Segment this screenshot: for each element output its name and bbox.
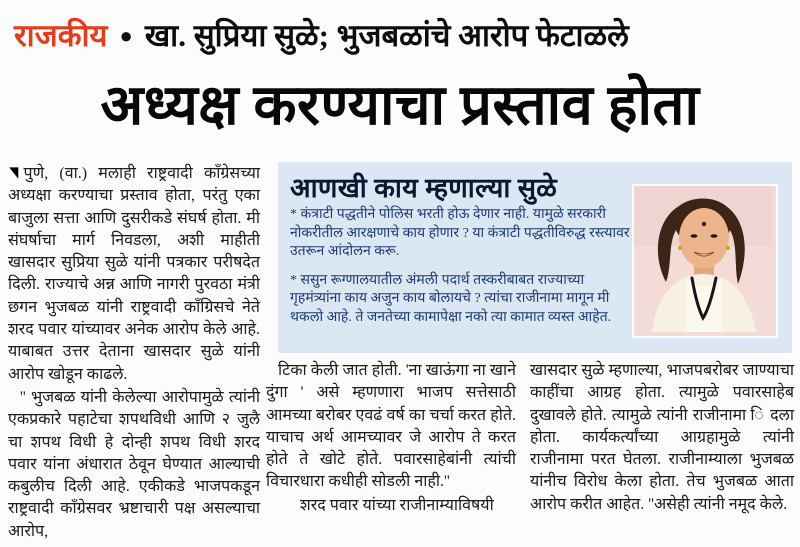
highlight-box-item: * कंत्राटी पद्धतीने पोलिस भरती होऊ देणार नाही. यामुळे सरकारी नोकरीतील आरक्षणाचे काय होणार ? या कंत्राटी पद्धतीविरुद्ध रस्त्यावर उतरून आंदोलन करू. bbox=[290, 207, 630, 259]
highlight-box-item: * ससुन रूग्णालयातील अंमली पदार्थ तस्करीबाबत राज्याच्या गृहमंत्र्यांना काय अजुन काय बोलायचे ? त्यांचा राजीनामा मागून मी थकलो आहे. ते जनतेच्या कामापेक्षा नको त्या कामात व्यस्त आहेत. bbox=[290, 272, 612, 325]
section-label: राजकीय bbox=[14, 17, 108, 53]
article-paragraph: शरद पवार यांच्या राजीनाम्याविषयी bbox=[300, 496, 494, 514]
article-paragraph: टिका केली जात होती. 'ना खाऊंगा ना खाने दुंगा ' असे म्हणणारा भाजप सत्तेसाठी आमच्या बरोबर एवढं वर्ष का चर्चा करत होते. याचाच अर्थ आमच्यावर जे आरोप ते करत होते ते खोटे होते. पवारसाहेबांनी त्यांची विचारधारा कधीही सोडली नाही.'' bbox=[266, 362, 516, 491]
article-paragraph: '' भुजबळ यांनी केलेल्या आरोपामुळे त्यांनी एकप्रकारे पहाटेचा शपथविधी आणि २ जुलै चा शपथ विधी हे दोन्ही शपथ विधी शरद पवार यांना अंधारात ठेवून घेण्यात आल्याची कबुलीच दिली आहे. एकीकडे भाजपकडून राष्ट्रवादी काँग्रेसवर भ्रष्टाचारी पक्ष असल्याचा आरोप, bbox=[8, 388, 260, 540]
highlight-box-title: आणखी काय म्हणाल्या सुळे bbox=[290, 173, 558, 203]
article-paragraph-text: पुणे, (वा.) मलाही राष्ट्रवादी काँग्रेसच्या अध्यक्षा करण्याचा प्रस्ताव होता, परंतु एका बाजुला सत्ता आणि दुसरीकडे संघर्ष होता. मी संघर्षाचा मार्ग निवडला, अशी माहीती खासदार सुप्रिया सुळे यांनी पत्रकार परीषदेत दिली. राज्याचे अन्न आणि नागरी पुरवठा मंत्री छगन भुजबळ यांनी राष्ट्रवादी काँग्रिसचे नेते शरद पवार यांच्यावर अनेक आरोप केले आहे. याबाबत उत्तर देताना खासदार सुळे यांनी आरोप खोडून काढले. bbox=[8, 165, 260, 383]
lead-pointer-icon: ◥ bbox=[9, 165, 19, 181]
bullet-icon: ● bbox=[119, 23, 133, 48]
article-right-column bbox=[530, 360, 794, 544]
portrait-illustration bbox=[634, 186, 772, 332]
article-left-column bbox=[8, 162, 260, 544]
portrait-photo bbox=[632, 184, 778, 338]
highlight-box-items bbox=[290, 206, 638, 337]
article-middle-column bbox=[266, 360, 516, 544]
kicker-row bbox=[14, 12, 794, 58]
sub-headline: खा. सुप्रिया सुळे; भुजबळांचे आरोप फेटाळले bbox=[144, 17, 629, 53]
main-headline: अध्यक्ष करण्याचा प्रस्ताव होता bbox=[100, 75, 700, 137]
article-paragraph bbox=[8, 162, 260, 386]
article-paragraph: खासदार सुळे म्हणाल्या, भाजपबरोबर जाण्याचा काहींचा आग्रह होता. त्यामुळे पवारसाहेब दुखावले होते. त्यामुळे त्यांनी राजीनामा ि दला होता. कार्यकर्त्यांच्या आग्रहामुळे त्यांनी राजीनामा परत घेतला. राजीनाम्याला भुजबळ यांनीच विरोध केला होता. तेच भुजबळ आता आरोप करीत आहेत. ''असेही त्यांनी नमूद केले. bbox=[530, 362, 794, 513]
highlight-box bbox=[278, 162, 792, 353]
